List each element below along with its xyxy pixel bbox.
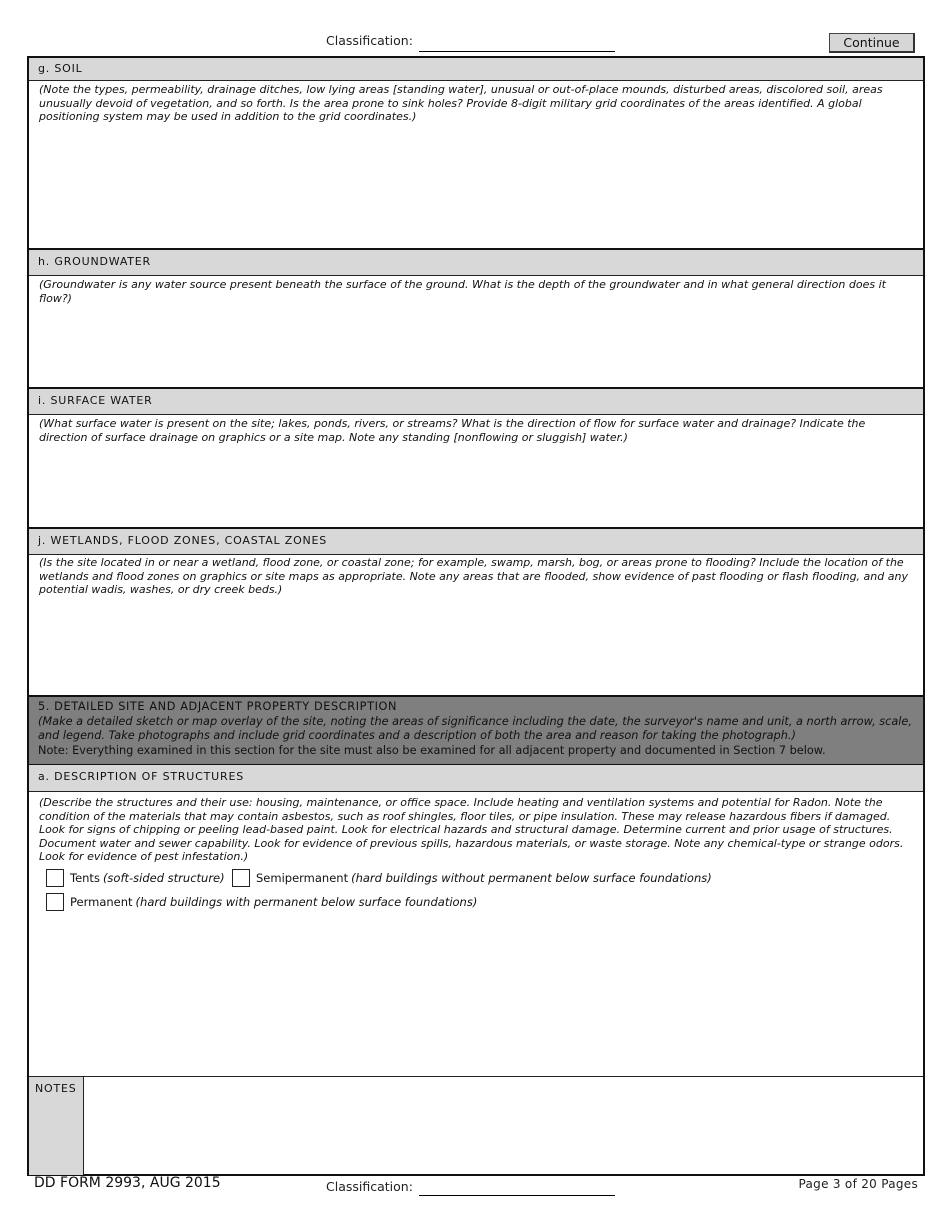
permanent-note: (hard buildings with permanent below surface foundations) bbox=[135, 895, 478, 909]
detailed-site-instructions: (Make a detailed sketch or map overlay of the site, noting the areas of significance including the date, the surveyor's name and unit, a north arrow, scale, and legend. Take photographs and include grid coordinates and a description of both the area and reason for taking the photograph.) bbox=[38, 714, 912, 742]
groundwater-section-header: h. GROUNDWATER bbox=[29, 250, 923, 276]
permanent-label: Permanent bbox=[70, 895, 133, 909]
notes-input-area[interactable] bbox=[85, 1077, 923, 1175]
semipermanent-label: Semipermanent bbox=[256, 871, 349, 885]
structures-input-area[interactable] bbox=[29, 916, 923, 1076]
tents-option bbox=[46, 869, 225, 887]
surface-water-section-header: i. SURFACE WATER bbox=[29, 389, 923, 415]
tents-note: (soft-sided structure) bbox=[102, 871, 225, 885]
semipermanent-note: (hard buildings without permanent below surface foundations) bbox=[351, 871, 712, 885]
form-page bbox=[27, 56, 925, 1176]
semipermanent-option bbox=[232, 869, 712, 887]
continue-button[interactable]: Continue bbox=[829, 33, 915, 53]
form-identifier: DD FORM 2993, AUG 2015 bbox=[34, 1175, 221, 1191]
tents-label: Tents bbox=[70, 871, 100, 885]
surface-water-instructions: (What surface water is present on the site; lakes, ponds, rivers, or streams? What is the direction of flow for surface water and drainage? Indicate the direction of surface drainage on graphics or a site map. Note any standing [nonflowing or sluggish] water.) bbox=[39, 417, 866, 444]
detailed-site-title: 5. DETAILED SITE AND ADJACENT PROPERTY DESCRIPTION bbox=[38, 700, 398, 713]
soil-section-header: g. SOIL bbox=[29, 58, 923, 81]
notes-label: NOTES bbox=[29, 1077, 84, 1175]
page-number: Page 3 of 20 Pages bbox=[798, 1177, 918, 1191]
wetlands-section-header: j. WETLANDS, FLOOD ZONES, COASTAL ZONES bbox=[29, 529, 923, 555]
classification-field-bottom[interactable] bbox=[419, 1181, 615, 1196]
soil-instructions: (Note the types, permeability, drainage ditches, low lying areas [standing water], unusual or out-of-place mounds, disturbed areas, discolored soil, areas unusually devoid of vegetation, and so forth. Is the area prone to sink holes? Provide 8-digit military grid coordinates of the areas identified. A global positioning system may be used in addition to the grid coordinates.) bbox=[39, 83, 883, 124]
permanent-option bbox=[46, 893, 477, 911]
notes-section bbox=[29, 1076, 923, 1175]
structures-section-header: a. DESCRIPTION OF STRUCTURES bbox=[29, 765, 923, 792]
surface-water-input-area[interactable] bbox=[29, 415, 923, 527]
semipermanent-checkbox[interactable] bbox=[232, 869, 250, 887]
classification-label-bottom: Classification: bbox=[326, 1179, 413, 1194]
soil-input-area[interactable] bbox=[29, 81, 923, 248]
permanent-checkbox[interactable] bbox=[46, 893, 64, 911]
classification-label-top: Classification: bbox=[326, 33, 413, 48]
detailed-site-note: Note: Everything examined in this section for the site must also be examined for all adjacent property and documented in Section 7 below. bbox=[38, 743, 826, 757]
wetlands-input-area[interactable] bbox=[29, 555, 923, 695]
detailed-site-section-header bbox=[29, 695, 923, 765]
wetlands-instructions: (Is the site located in or near a wetland, flood zone, or coastal zone; for example, swamp, marsh, bog, or areas prone to flooding? Include the location of the wetlands and flood zones on graphics or site maps as appropriate. Note any areas that are flooded, show evidence of past flooding or flash flooding, and any potential wadis, washes, or dry creek beds.) bbox=[39, 556, 908, 597]
structures-instructions: (Describe the structures and their use: housing, maintenance, or office space. Include heating and ventilation systems and potential for Radon. Note the condition of the materials that may contain asbestos, such as roof shingles, floor tiles, or pipe insulation. These may release hazardous fibers if damaged. Look for signs of chipping or peeling lead-based paint. Look for electrical hazards and structural damage. Determine current and prior usage of structures. Document water and sewer capability. Look for evidence of previous spills, hazardous materials, or waste storage. Note any chemical-type or strange odors. Look for evidence of pest infestation.) bbox=[39, 796, 904, 864]
groundwater-instructions: (Groundwater is any water source present beneath the surface of the ground. What is the depth of the groundwater and in what general direction does it flow?) bbox=[39, 278, 886, 305]
groundwater-input-area[interactable] bbox=[29, 276, 923, 387]
classification-field-top[interactable] bbox=[419, 37, 615, 52]
tents-checkbox[interactable] bbox=[46, 869, 64, 887]
